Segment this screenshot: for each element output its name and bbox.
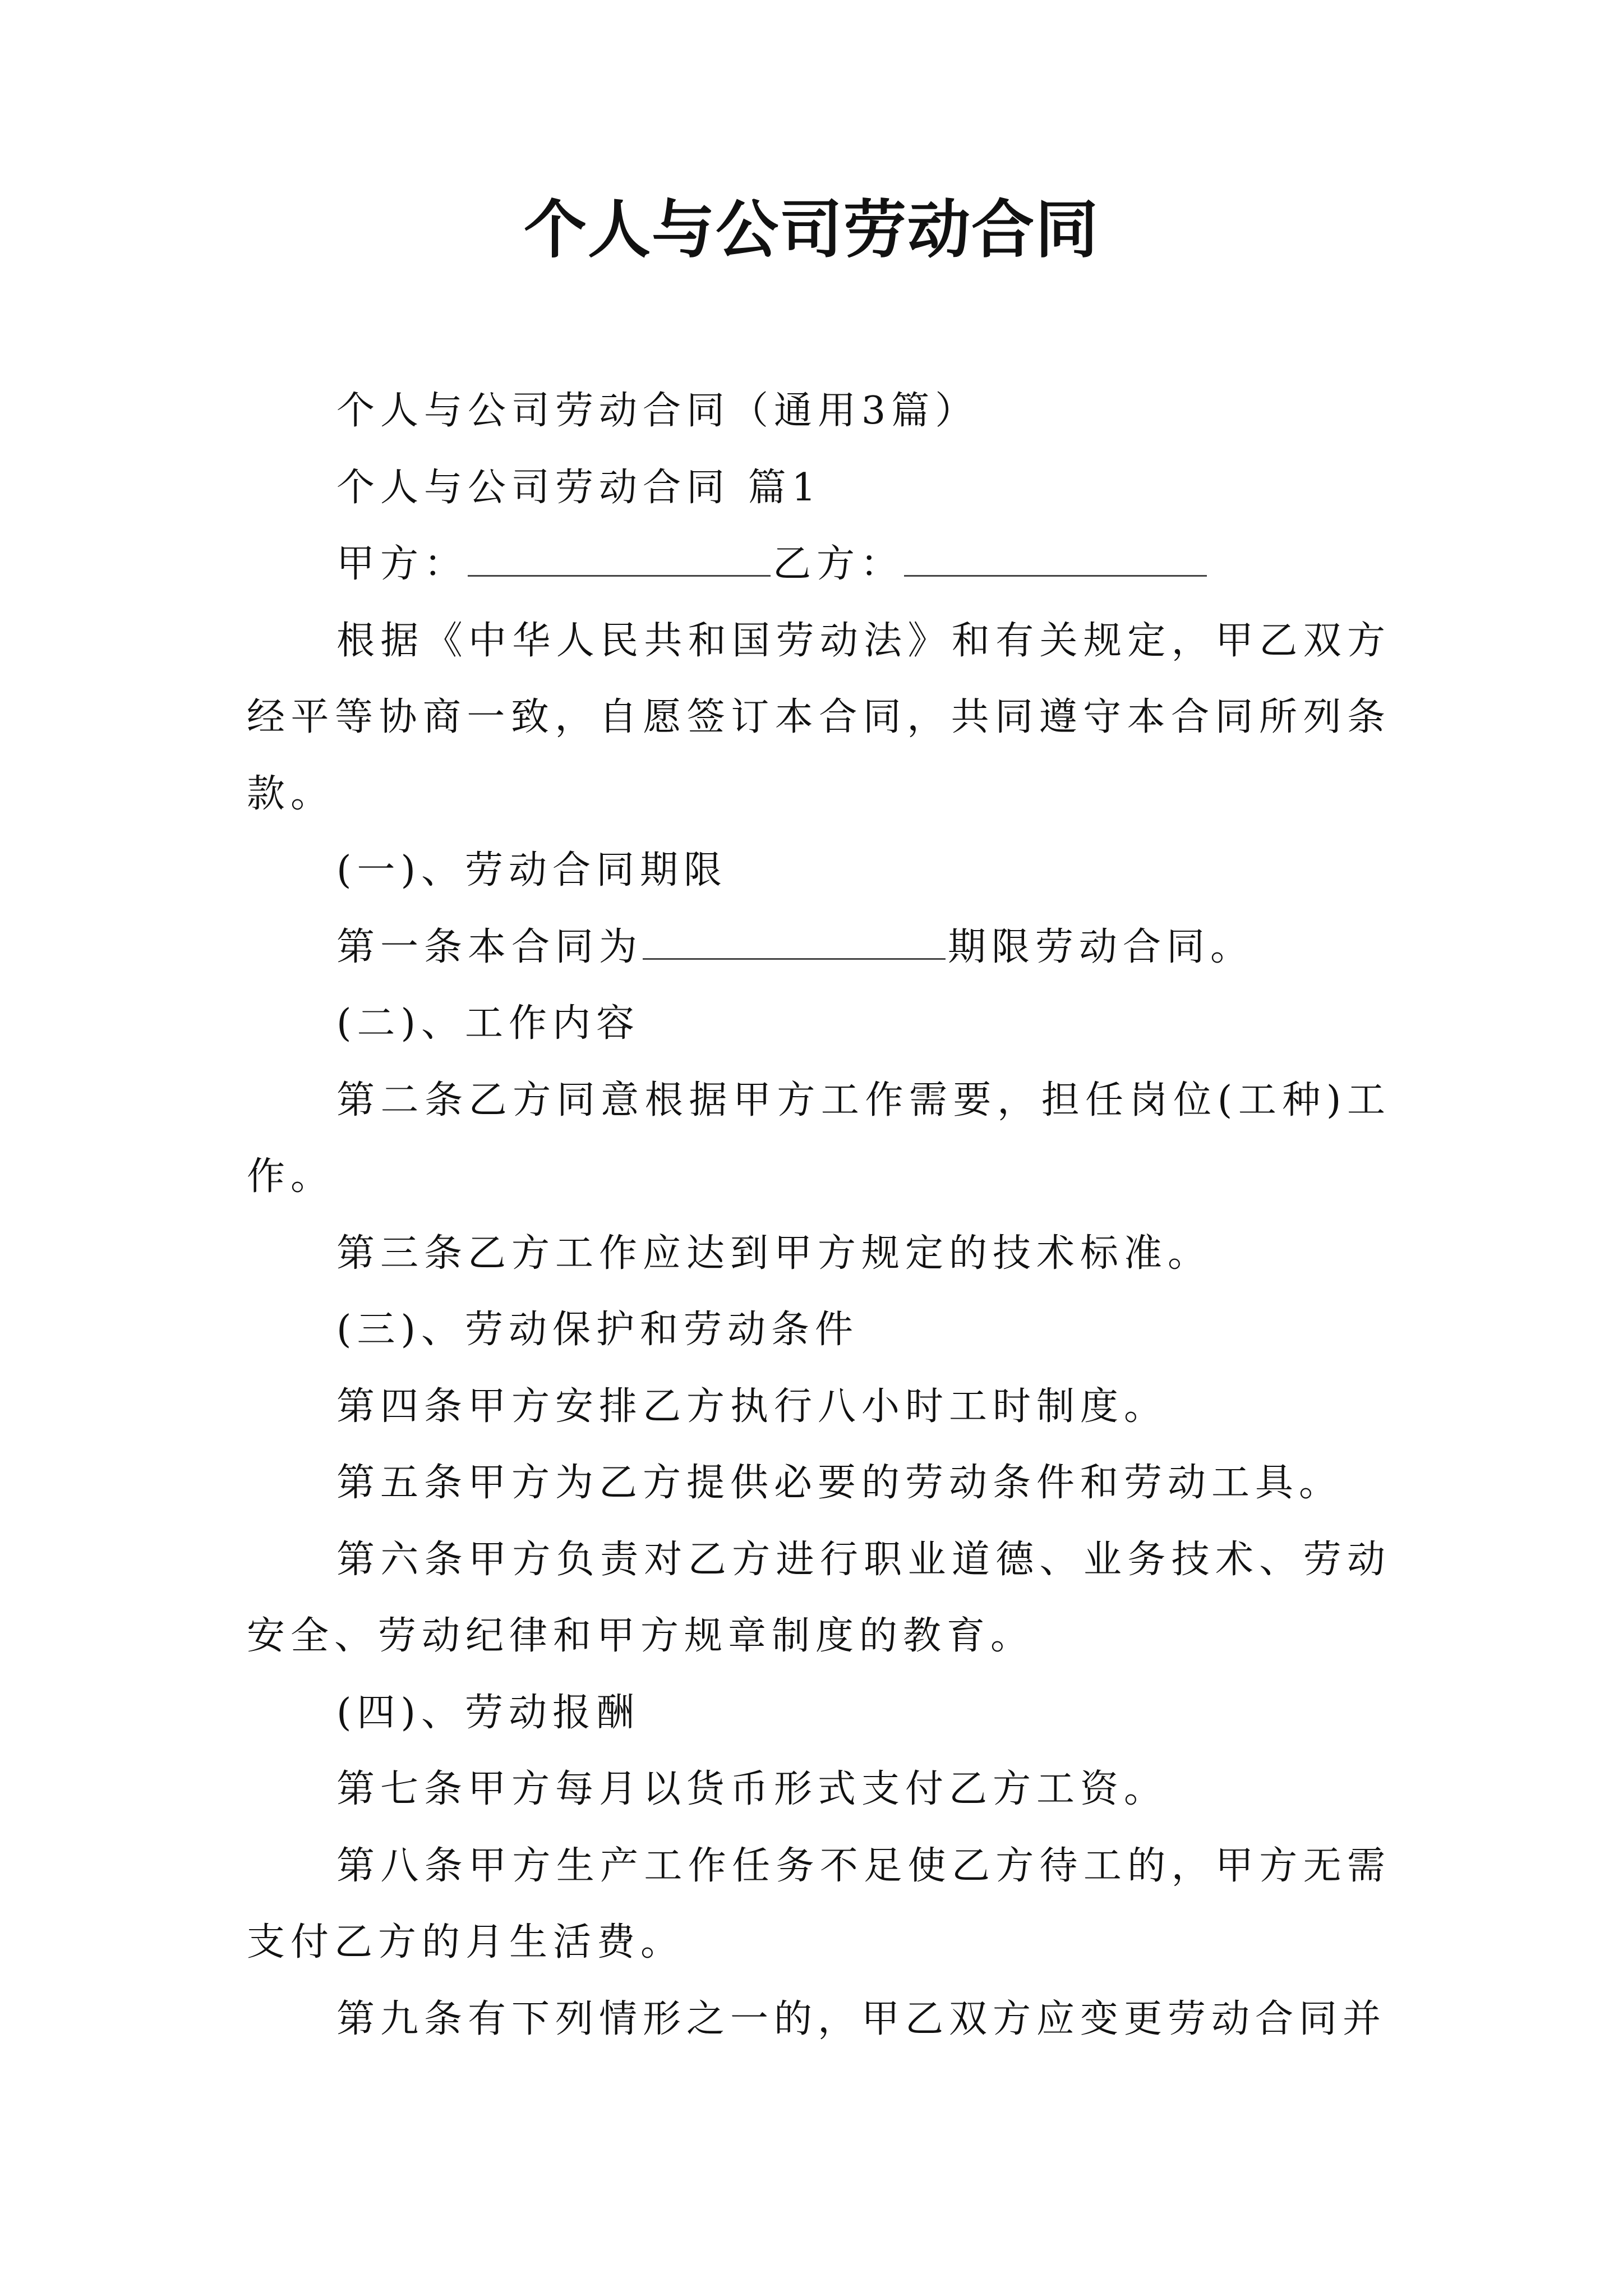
party-b-label: 乙方：: [773, 542, 905, 586]
heading-term: (一)、劳动合同期限: [336, 848, 728, 892]
document-title: 个人与公司劳动合同: [524, 193, 1099, 266]
parties-line: [247, 526, 1391, 603]
article-4: 第四条甲方安排乙方执行八小时工时制度。: [336, 1384, 1168, 1429]
article-2: 第二条乙方同意根据甲方工作需要，担任岗位(工种)工作。: [247, 1078, 1391, 1199]
article-1-after: 期限劳动合同。: [948, 924, 1255, 969]
article-6: 第六条甲方负责对乙方进行职业道德、业务技术、劳动安全、劳动纪律和甲方规章制度的教育。: [247, 1537, 1391, 1658]
article-1-before: 第一条本合同为: [336, 924, 643, 969]
contract-term-blank: [643, 924, 946, 960]
heading-work-content: (二)、工作内容: [336, 1001, 640, 1046]
intro-paragraph: 根据《中华人民共和国劳动法》和有关规定，甲乙双方经平等协商一致，自愿签订本合同，共同遵守本合同所列条款。: [247, 618, 1391, 816]
document-body: [247, 373, 1391, 2058]
article-8: 第八条甲方生产工作任务不足使乙方待工的，甲方无需支付乙方的月生活费。: [247, 1843, 1391, 1964]
party-a-blank: [468, 541, 771, 577]
party-b-blank: [904, 541, 1207, 577]
article-9: 第九条有下列情形之一的，甲乙双方应变更劳动合同并: [336, 1996, 1387, 2041]
article-7: 第七条甲方每月以货币形式支付乙方工资。: [336, 1767, 1168, 1811]
article-5: 第五条甲方为乙方提供必要的劳动条件和劳动工具。: [336, 1461, 1343, 1505]
article-1: [247, 909, 1391, 986]
heading-labor-protection: (三)、劳动保护和劳动条件: [336, 1308, 859, 1352]
heading-remuneration: (四)、劳动报酬: [336, 1690, 640, 1735]
document-subtitle: 个人与公司劳动合同（通用3篇）: [336, 389, 979, 433]
party-a-label: 甲方：: [336, 542, 468, 586]
article-3: 第三条乙方工作应达到甲方规定的技术标准。: [336, 1231, 1212, 1276]
section-heading: 个人与公司劳动合同 篇1: [336, 465, 822, 510]
